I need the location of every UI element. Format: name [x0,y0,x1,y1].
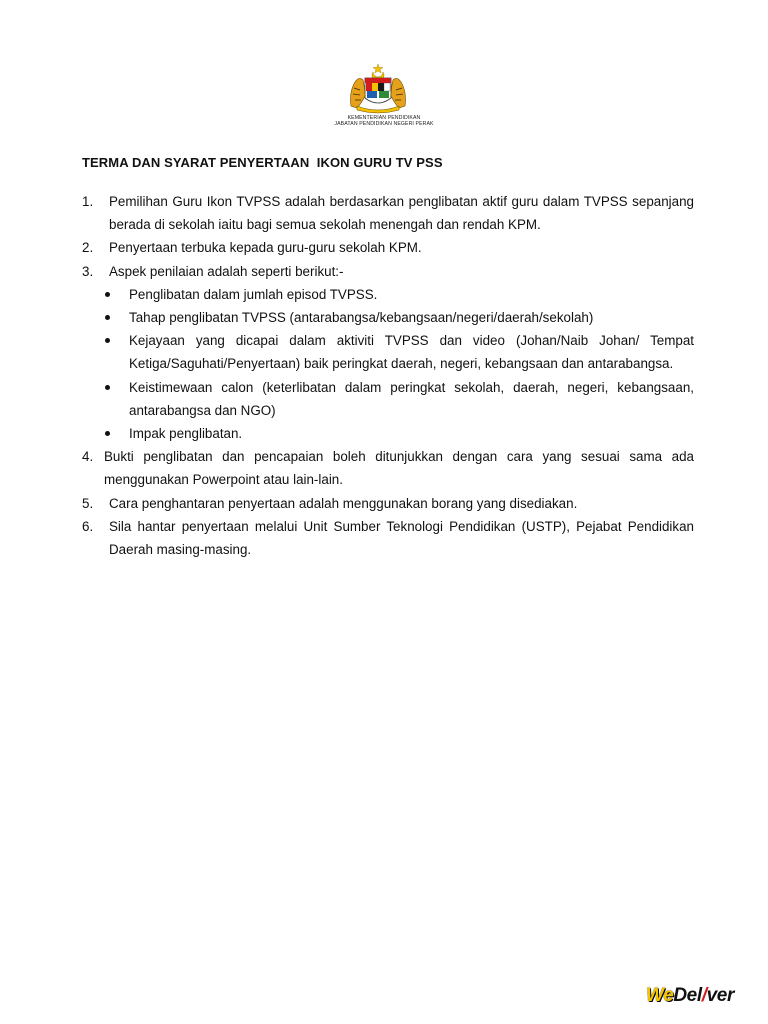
item-text: Aspek penilaian adalah seperti berikut:- [109,263,344,279]
criteria-text: Keistimewaan calon (keterlibatan dalam peringkat sekolah, daerah, negeri, kebangsaan, antarabangsa dan NGO) [129,379,694,418]
watermark-part: ver [706,985,734,1006]
list-item [82,515,694,561]
item-number: 2. [82,240,94,256]
criteria-item [82,306,694,329]
item-text: Penyertaan terbuka kepada guru-guru sekolah KPM. [109,240,422,256]
item-number: 6. [82,518,94,534]
ministry-name: KEMENTERIAN PENDIDIKAN [347,115,421,121]
criteria-text: Penglibatan dalam jumlah episod TVPSS. [129,286,378,302]
item-text: Pemilihan Guru Ikon TVPSS adalah berdasarkan penglibatan aktif guru dalam TVPSS sepanjang berada di sekolah iaitu bagi semua sekolah menengah dan rendah KPM. [109,194,694,233]
criteria-text: Kejayaan yang dicapai dalam aktiviti TVPSS dan video (Johan/Naib Johan/ Tempat Ketiga/Saguhati/Penyertaan) baik peringkat daerah, negeri, kebangsaan dan antarabangsa. [129,333,694,372]
bullet-icon [104,306,129,329]
list-item [82,445,694,491]
watermark-part: / [701,985,707,1006]
criteria-item [82,283,694,306]
item-number: 3. [82,263,94,279]
criteria-item [82,422,694,445]
criteria-text: Impak penglibatan. [129,426,243,442]
bullet-icon [104,376,129,422]
list-item [82,492,694,515]
page-title: TERMA DAN SYARAT PENYERTAAN IKON GURU TV PSS [82,155,443,170]
item-number: 4. [82,449,94,465]
item-text: Cara penghantaran penyertaan adalah menggunakan borang yang disediakan. [109,495,578,511]
bullet-icon [104,329,129,375]
list-item [82,260,694,283]
list-item [82,190,694,236]
wedeliver-watermark-logo [646,985,734,1007]
department-name: JABATAN PENDIDIKAN NEGERI PERAK [334,121,434,127]
bullet-icon [104,422,129,445]
terms-list [82,190,694,561]
malaysia-coat-of-arms-icon [343,62,413,114]
watermark-part: We [646,985,674,1006]
item-text: Bukti penglibatan dan pencapaian boleh ditunjukkan dengan cara yang sesuai sama ada menggunakan Powerpoint atau lain-lain. [104,449,694,488]
criteria-item [82,376,694,422]
bullet-icon [104,283,129,306]
watermark-part: Del [673,985,702,1006]
item-number: 5. [82,495,94,511]
list-item [82,236,694,259]
item-text: Sila hantar penyertaan melalui Unit Sumber Teknologi Pendidikan (USTP), Pejabat Pendidikan Daerah masing-masing. [109,518,694,558]
item-number: 1. [82,194,94,209]
criteria-text: Tahap penglibatan TVPSS (antarabangsa/kebangsaan/negeri/daerah/sekolah) [129,310,594,326]
criteria-item [82,329,694,375]
